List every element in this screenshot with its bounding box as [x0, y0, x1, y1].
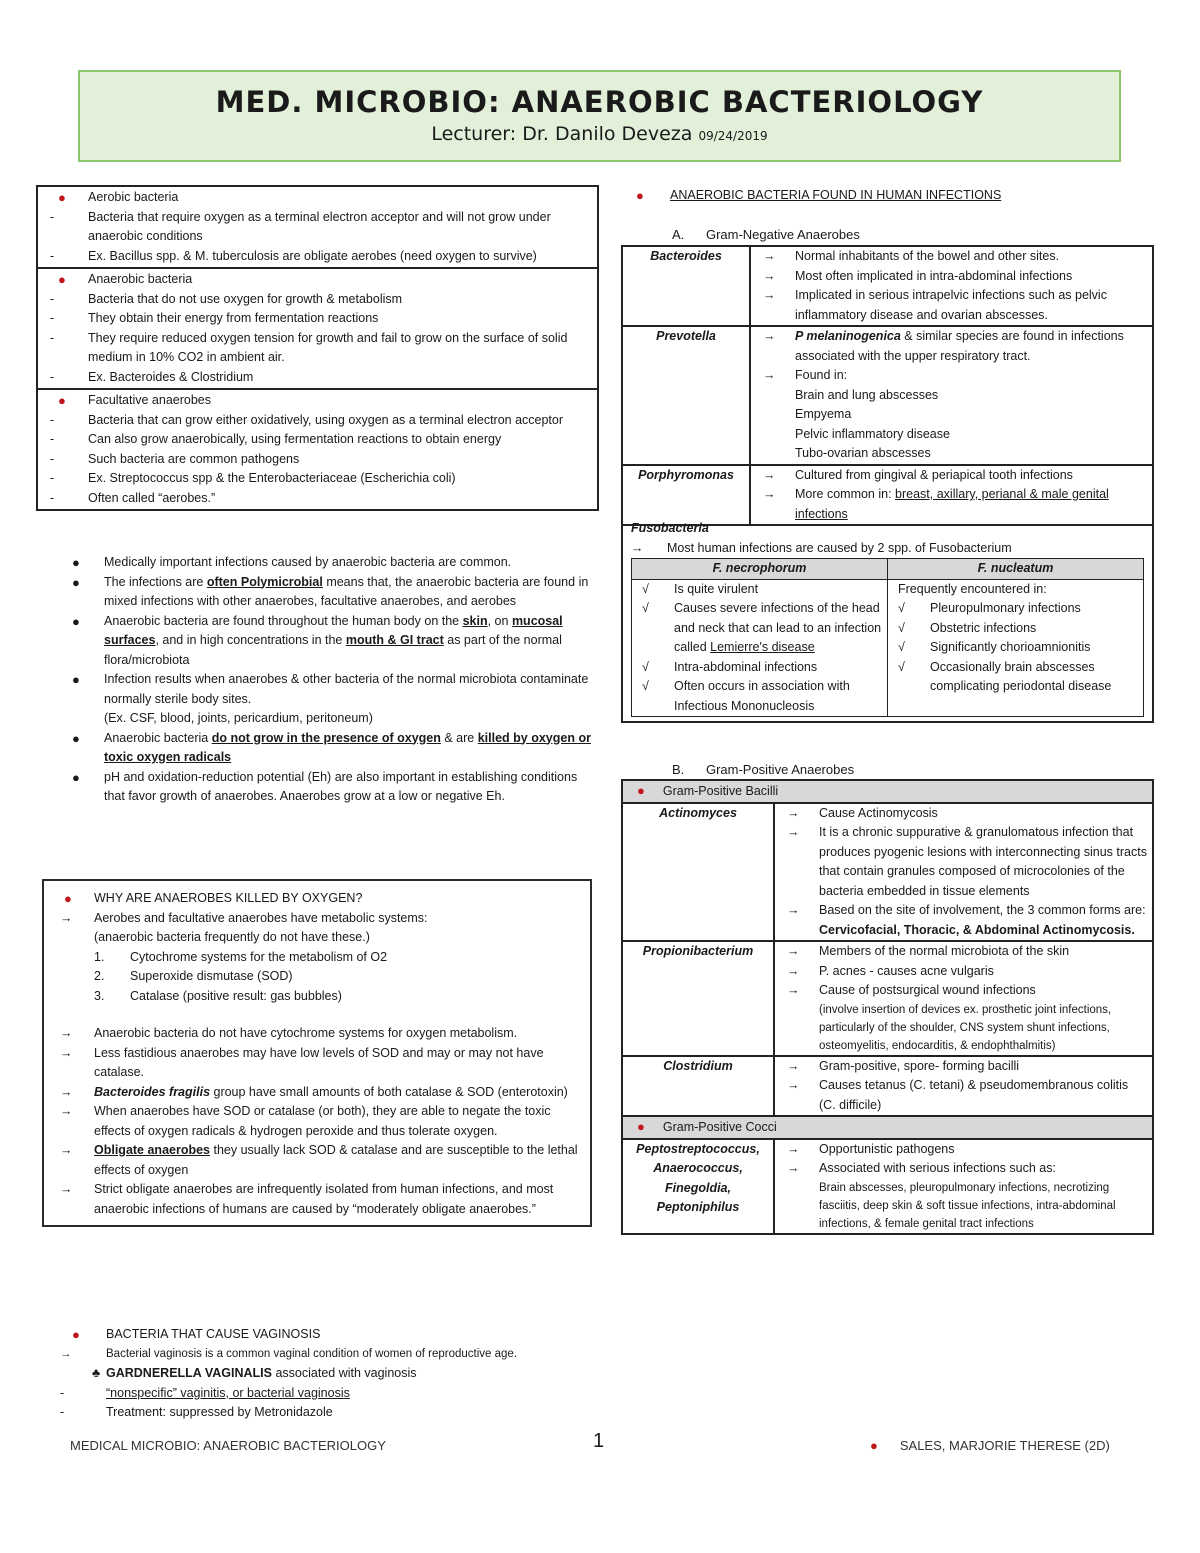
table-row	[622, 246, 1153, 326]
list-item: √ Pleuropulmonary infections	[892, 599, 1139, 619]
lecturer-name: Lecturer: Dr. Danilo Deveza	[431, 123, 693, 145]
list-item: - Often called “aerobes.”	[44, 489, 593, 509]
column-header: F. nucleatum	[888, 559, 1144, 580]
list-item: Tubo-ovarian abscesses	[795, 446, 931, 460]
organism-name: Porphyromonas	[622, 465, 750, 526]
fuso-summary: → Most human infections are caused by 2 spp. of Fusobacterium	[631, 539, 1144, 559]
dash-icon: -	[60, 1385, 65, 1400]
table-row	[622, 941, 1153, 1056]
table-row	[622, 803, 1153, 942]
list-item: Brain and lung abscesses	[795, 387, 939, 402]
table-row	[622, 780, 1153, 803]
list-item: - Ex. Bacteroides & Clostridium	[44, 368, 593, 388]
list-item: 2. Superoxide dismutase (SOD)	[94, 969, 293, 983]
facultative-title: Facultative anaerobes	[88, 393, 211, 407]
anaerobic-title: Anaerobic bacteria	[88, 272, 193, 286]
list-item: - Bacteria that can grow either oxidatively, using oxygen as a terminal electron acceptor	[44, 411, 593, 431]
list-item: → It is a chronic suppurative & granulomatous infection that produces pyogenic lesions with interconnecting sinus tracts that contain granules composed of microcolonies of the bacteria embedded in tissue elements	[779, 823, 1148, 901]
facts-list	[40, 553, 600, 807]
apple-bullet-icon: ●	[636, 188, 644, 203]
subheading-gram-positive: B. Gram-Positive Anaerobes	[672, 762, 855, 777]
list-item: - Can also grow anaerobically, using fermentation reactions to obtain energy	[44, 430, 593, 450]
organism-name: Prevotella	[622, 326, 750, 465]
table-row	[622, 1139, 1153, 1234]
title-banner	[78, 70, 1121, 162]
list-item: → Obligate anaerobes they usually lack SOD & catalase and are susceptible to the lethal effects of oxygen	[54, 1141, 580, 1180]
apple-bullet-icon: ●	[870, 1438, 878, 1453]
list-item: → More common in: breast, axillary, perianal & male genital infections	[755, 485, 1148, 524]
list-item: → Cultured from gingival & periapical tooth infections	[755, 466, 1148, 486]
list-item: → P melaninogenica & similar species are found in infections associated with the upper respiratory tract.	[755, 327, 1148, 366]
list-item: → Cause Actinomycosis	[779, 804, 1148, 824]
page-number: 1	[593, 1430, 605, 1452]
list-item: → Cause of postsurgical wound infections	[779, 981, 1148, 1001]
definitions-box	[36, 185, 599, 511]
table-row	[622, 465, 1153, 526]
table-row	[622, 1056, 1153, 1117]
organism-name: Actinomyces	[622, 803, 774, 942]
organism-name: Fusobacteria	[631, 521, 709, 535]
right-section-title: ● ANAEROBIC BACTERIA FOUND IN HUMAN INFECTIONS	[636, 186, 1001, 206]
list-item: ● Anaerobic bacteria do not grow in the presence of oxygen & are killed by oxygen or toxic oxygen radicals	[72, 730, 591, 764]
organism-name: Bacteroides	[622, 246, 750, 326]
list-item: - They obtain their energy from fermentation reactions	[44, 309, 593, 329]
aerobic-section	[38, 187, 597, 267]
organism-name: Peptostreptococcus, Anaerococcus, Finegoldia, Peptoniphilus	[622, 1139, 774, 1234]
why-title: WHY ARE ANAEROBES KILLED BY OXYGEN?	[94, 891, 363, 905]
gram-positive-table	[621, 779, 1154, 1235]
organism-name: Propionibacterium	[622, 941, 774, 1056]
column-header: F. necrophorum	[632, 559, 888, 580]
table-row	[622, 1116, 1153, 1139]
list-item: → When anaerobes have SOD or catalase (or both), they are able to negate the toxic effects of oxygen radicals & hydrogen peroxide and thus tolerate oxygen.	[54, 1102, 580, 1141]
apple-bullet-icon: ●	[72, 574, 80, 590]
list-item: √ Causes severe infections of the head and neck that can lead to an infection called Lemierre's disease	[636, 599, 883, 658]
list-item: → Less fastidious anaerobes may have low levels of SOD and may or may not have catalase.	[54, 1044, 580, 1083]
subheading-gram-negative: A. Gram-Negative Anaerobes	[672, 227, 860, 242]
footer-author: ● SALES, MARJORIE THERESE (2D)	[870, 1438, 1110, 1453]
list-item: (involve insertion of devices ex. prosthetic joint infections, particularly of the shoulder, CNS system shunt infections, osteomyelitis, endocarditis, & endophthalmitis)	[819, 1003, 1112, 1052]
lecture-date: 09/24/2019	[698, 129, 768, 143]
list-item: → Opportunistic pathogens	[779, 1140, 1148, 1160]
vaginosis-title: BACTERIA THAT CAUSE VAGINOSIS	[106, 1327, 321, 1341]
list-item: - Bacteria that do not use oxygen for growth & metabolism	[44, 290, 593, 310]
list-item: √ Occasionally brain abscesses complicating periodontal disease	[892, 658, 1139, 697]
lecturer-line	[80, 120, 1119, 150]
list-item: - Ex. Bacillus spp. & M. tuberculosis are obligate aerobes (need oxygen to survive)	[44, 247, 593, 267]
list-item: - Bacteria that require oxygen as a terminal electron acceptor and will not grow under anaerobic conditions	[44, 208, 593, 247]
apple-bullet-icon: ●	[64, 891, 72, 906]
group-header: ● Gram-Positive Cocci	[622, 1116, 1153, 1139]
apple-bullet-icon: ●	[72, 769, 80, 785]
gram-negative-table	[621, 245, 1154, 526]
apple-bullet-icon: ●	[58, 393, 66, 408]
apple-bullet-icon: ●	[58, 272, 66, 287]
aerobic-title: Aerobic bacteria	[88, 190, 179, 204]
list-item: √ Is quite virulent	[636, 580, 883, 600]
fusobacterium-species-table	[631, 558, 1144, 717]
arrow-icon: →	[60, 1347, 72, 1360]
page-title: MED. MICROBIO: ANAEROBIC BACTERIOLOGY	[215, 85, 984, 119]
list-item: - Ex. Streptococcus spp & the Enterobacteriaceae (Escherichia coli)	[44, 469, 593, 489]
list-item: → Gram-positive, spore- forming bacilli	[779, 1057, 1148, 1077]
list-item: √ Intra-abdominal infections	[636, 658, 883, 678]
list-item: ● Infection results when anaerobes & other bacteria of the normal microbiota contaminate normally sterile body sites. (Ex. CSF, blood, joints, pericardium, peritoneum)	[72, 672, 589, 725]
list-item: → Strict obligate anaerobes are infrequently isolated from human infections, and most anaerobic infections of humans are caused by “moderately obligate anaerobes.”	[54, 1180, 580, 1219]
apple-bullet-icon: ●	[72, 730, 80, 746]
list-item: - Such bacteria are common pathogens	[44, 450, 593, 470]
apple-bullet-icon: ●	[72, 613, 80, 629]
apple-bullet-icon: ●	[637, 783, 645, 798]
list-item: ● Medically important infections caused by anaerobic bacteria are common.	[40, 553, 600, 573]
list-item: → P. acnes - causes acne vulgaris	[779, 962, 1148, 982]
list-item: Empyema	[795, 407, 852, 421]
club-icon: ♣	[92, 1366, 101, 1380]
dash-icon: -	[60, 1405, 65, 1419]
facultative-section	[38, 388, 597, 509]
anaerobic-section	[38, 267, 597, 388]
list-item: Pelvic inflammatory disease	[795, 426, 950, 441]
table-row	[622, 326, 1153, 465]
list-item: → Most often implicated in intra-abdominal infections	[755, 267, 1148, 287]
list-item: → Bacteroides fragilis group have small amounts of both catalase & SOD (enterotoxin)	[54, 1083, 580, 1103]
list-item: → Members of the normal microbiota of the skin	[779, 942, 1148, 962]
list-item: 3. Catalase (positive result: gas bubbles)	[94, 988, 342, 1003]
organism-name: Clostridium	[622, 1056, 774, 1117]
list-item: → Implicated in serious intrapelvic infections such as pelvic inflammatory disease and ovarian abscesses.	[755, 286, 1148, 325]
footer-course: MEDICAL MICROBIO: ANAEROBIC BACTERIOLOGY	[70, 1438, 386, 1453]
list-item: ● pH and oxidation-reduction potential (Eh) are also important in establishing conditions that favor growth of anaerobes. Anaerobes grow at a low or negative Eh.	[72, 769, 578, 803]
apple-bullet-icon: ●	[72, 555, 80, 570]
list-item: → Based on the site of involvement, the 3 common forms are: Cervicofacial, Thoracic, & Abdominal Actinomycosis.	[779, 901, 1148, 940]
list-item: ● Anaerobic bacteria are found throughout the human body on the skin, on mucosal surfaces, and in high concentrations in the mouth & GI tract as part of the normal flora/microbiota	[72, 613, 563, 667]
apple-bullet-icon: ●	[58, 190, 66, 205]
apple-bullet-icon: ●	[637, 1119, 645, 1134]
list-item: √ Significantly chorioamnionitis	[892, 638, 1139, 658]
nucleatum-intro: Frequently encountered in:	[898, 581, 1047, 596]
list-item: ● The infections are often Polymicrobial means that, the anaerobic bacteria are found in mixed infections with other anaerobes, facultative anaerobes, and aerobes	[72, 574, 589, 608]
list-item: √ Often occurs in association with Infectious Mononucleosis	[636, 677, 883, 716]
list-item: 1. Cytochrome systems for the metabolism of O2	[94, 949, 388, 964]
why-killed-by-oxygen-box	[42, 879, 592, 1227]
list-item: Brain abscesses, pleuropulmonary infections, necrotizing fasciitis, deep skin & soft tissue infections, intra-abdominal infections, & female genital tract infections	[819, 1181, 1116, 1230]
table-row	[632, 579, 1144, 717]
apple-bullet-icon: ●	[72, 672, 80, 687]
table-row	[632, 559, 1144, 580]
list-item: → Aerobes and facultative anaerobes have metabolic systems: (anaerobic bacteria frequently do not have these.) 1. Cytochrome systems for the metabolism of O2 2. Superoxide dismutase (SOD) 3. Catalase (positive result: gas bubbles)	[54, 909, 580, 1025]
list-item: → Found in:	[755, 366, 1148, 386]
fusobacteria-box	[621, 519, 1154, 723]
vaginosis-section: ● BACTERIA THAT CAUSE VAGINOSIS → Bacterial vaginosis is a common vaginal condition of women of reproductive age. ♣ GARDNERELLA VAGINALIS associated with vaginosis - “nonspecific” vaginitis, or bacterial vaginosis - Treatment: suppressed by Metronidazole	[52, 1325, 612, 1423]
list-item: → Normal inhabitants of the bowel and other sites.	[755, 247, 1148, 267]
list-item: → Associated with serious infections such as:	[779, 1159, 1148, 1179]
list-item: - They require reduced oxygen tension for growth and fail to grow on the surface of solid medium in 10% CO2 in ambient air.	[44, 329, 593, 368]
group-header: ● Gram-Positive Bacilli	[622, 780, 1153, 803]
list-item: → Causes tetanus (C. tetani) & pseudomembranous colitis (C. difficile)	[779, 1076, 1148, 1115]
list-item: √ Obstetric infections	[892, 619, 1139, 639]
apple-bullet-icon: ●	[72, 1327, 80, 1342]
list-item: → Anaerobic bacteria do not have cytochrome systems for oxygen metabolism.	[54, 1024, 580, 1044]
